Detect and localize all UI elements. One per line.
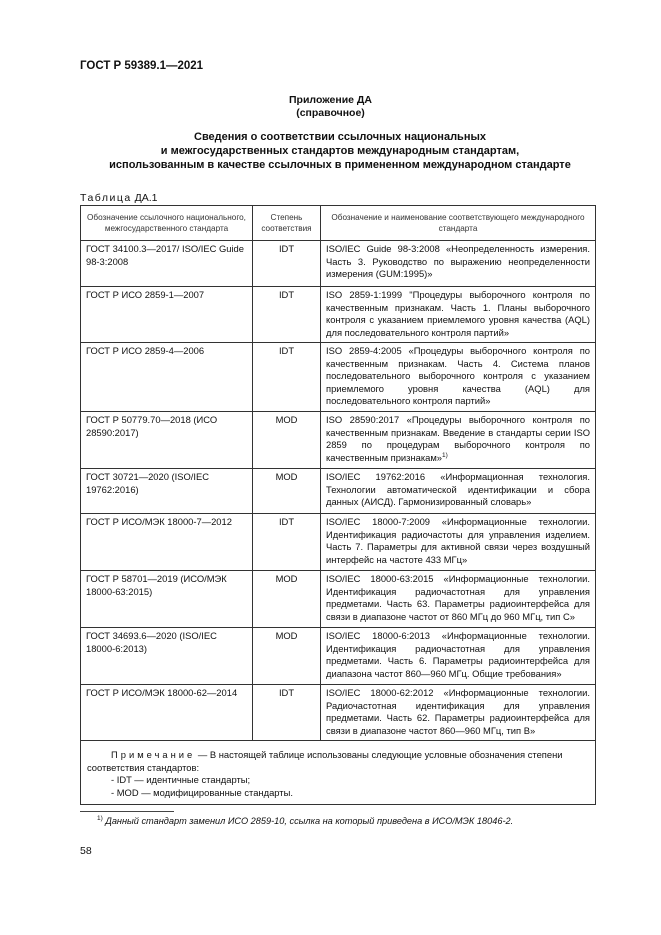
footnote-reference: 1) bbox=[442, 451, 448, 459]
national-standard-cell: ГОСТ 30721—2020 (ISO/IEC 19762:2016) bbox=[81, 469, 253, 514]
international-standard-text: ISO 28590:2017 «Процедуры выборочного контроля по качественным признакам. Введение в стандарты серии ISO 2859 по процедурам выборочного контроля по качественным признакам» bbox=[326, 414, 590, 463]
footnote-text: Данный стандарт заменил ИСО 2859-10, ссылка на который приведена в ИСО/МЭК 18046-2. bbox=[105, 816, 514, 826]
international-standard-cell: ISO/IEC 18000-62:2012 «Информационные технологии. Радиочастотная идентификация для управления предметами. Часть 62. Параметры радиоинтерфейса для связи в диапазоне частот 860—960 МГц, тип В» bbox=[321, 685, 596, 741]
table-note-row bbox=[81, 741, 596, 805]
national-standard-cell: ГОСТ Р ИСО/МЭК 18000-62—2014 bbox=[81, 685, 253, 741]
degree-cell: IDT bbox=[253, 287, 321, 343]
annex-subtitle: (справочное) bbox=[296, 107, 365, 119]
note-lead bbox=[87, 749, 589, 774]
column-header-international: Обозначение и наименование соответствующего международного стандарта bbox=[321, 206, 596, 241]
international-standard-cell: ISO/IEC 19762:2016 «Информационная технология. Технологии автоматической идентификации и сбора данных (АИСД). Гармонизированный словарь» bbox=[321, 469, 596, 514]
table-note bbox=[81, 741, 596, 805]
annex-heading bbox=[80, 130, 600, 173]
international-standard-cell: ISO/IEC 18000-7:2009 «Информационные технологии. Идентификация радиочастоты для управления изделием. Часть 7. Параметры для активной связи через воздушный интерфейс на частоте 433 МГц» bbox=[321, 514, 596, 571]
note-item: - IDT — идентичные стандарты; bbox=[111, 774, 251, 786]
column-header-degree: Степень соответствия bbox=[253, 206, 321, 241]
degree-cell: IDT bbox=[253, 685, 321, 741]
international-standard-cell bbox=[321, 412, 596, 469]
degree-cell: IDT bbox=[253, 514, 321, 571]
international-standard-cell: ISO/IEC 18000-63:2015 «Информационные технологии. Идентификация радиочастотная для управления предметами. Часть 63. Параметры радиоинтерфейса для связи в диапазоне частот от 860 МГц до 960 МГц, тип С» bbox=[321, 571, 596, 628]
international-standard-cell: ISO/IEC 18000-6:2013 «Информационные технологии. Идентификация радиочастотная для управления предметами. Часть 6. Параметры радиоинтерфейса для диапазона частот 860—960 МГц. Общие требования» bbox=[321, 628, 596, 685]
heading-line: и межгосударственных стандартов международным стандартам, bbox=[160, 145, 520, 158]
table-label bbox=[80, 192, 157, 204]
footnote-mark: 1) bbox=[97, 814, 103, 822]
table-row bbox=[81, 241, 596, 287]
national-standard-cell: ГОСТ Р ИСО 2859-1—2007 bbox=[81, 287, 253, 343]
national-standard-cell: ГОСТ Р ИСО/МЭК 18000-7—2012 bbox=[81, 514, 253, 571]
national-standard-cell: ГОСТ 34100.3—2017/ ISO/IEC Guide 98-3:2008 bbox=[81, 241, 253, 287]
footnote bbox=[97, 816, 513, 826]
international-standard-cell: ISO 2859-1:1999 "Процедуры выборочного контроля по качественным признакам. Часть 1. Планы выборочного контроля с указанием приемлемого уровня качества (AQL) для последовательного контроля партий» bbox=[321, 287, 596, 343]
table-row bbox=[81, 628, 596, 685]
table-label-word: Таблица bbox=[80, 192, 132, 204]
note-text: — В настоящей таблице использованы следующие условные обозначения степени соответствия стандартов: bbox=[87, 749, 563, 773]
national-standard-cell: ГОСТ Р ИСО 2859-4—2006 bbox=[81, 343, 253, 412]
national-standard-cell: ГОСТ 34693.6—2020 (ISO/IEC 18000-6:2013) bbox=[81, 628, 253, 685]
national-standard-cell: ГОСТ Р 58701—2019 (ИСО/МЭК 18000-63:2015) bbox=[81, 571, 253, 628]
document-code: ГОСТ Р 59389.1—2021 bbox=[80, 60, 204, 72]
correspondence-table bbox=[80, 205, 596, 805]
degree-cell: MOD bbox=[253, 628, 321, 685]
annex-header bbox=[0, 94, 661, 120]
heading-line: использованным в качестве ссылочных в примененном международном стандарте bbox=[109, 159, 571, 172]
international-standard-cell: ISO 2859-4:2005 «Процедуры выборочного контроля по качественным признакам. Часть 4. Система планов последовательного выборочного контроля с указанием приемлемого уровня качества (AQL) для последовательного контроля партий» bbox=[321, 343, 596, 412]
note-label: Примечание bbox=[111, 749, 196, 760]
note-item: - MOD — модифицированные стандарты. bbox=[111, 786, 293, 798]
degree-cell: IDT bbox=[253, 343, 321, 412]
degree-cell: MOD bbox=[253, 412, 321, 469]
annex-title: Приложение ДА bbox=[289, 94, 372, 106]
footnote-divider bbox=[80, 811, 174, 812]
national-standard-cell: ГОСТ Р 50779.70—2018 (ИСО 28590:2017) bbox=[81, 412, 253, 469]
international-standard-cell: ISO/IEC Guide 98-3:2008 «Неопределенность измерения. Часть 3. Руководство по выражению неопределенности измерения (GUM:1995)» bbox=[321, 241, 596, 287]
page-number: 58 bbox=[80, 845, 92, 857]
table-label-number: ДА.1 bbox=[131, 192, 158, 204]
degree-cell: MOD bbox=[253, 571, 321, 628]
degree-cell: MOD bbox=[253, 469, 321, 514]
degree-cell: IDT bbox=[253, 241, 321, 287]
table-row bbox=[81, 412, 596, 469]
column-header-standard: Обозначение ссылочного национального, межгосударственного стандарта bbox=[81, 206, 253, 241]
table-row bbox=[81, 571, 596, 628]
table-row bbox=[81, 469, 596, 514]
table-row bbox=[81, 343, 596, 412]
table-row bbox=[81, 514, 596, 571]
table-header-row bbox=[81, 206, 596, 241]
heading-line: Сведения о соответствии ссылочных национальных bbox=[194, 131, 486, 143]
table-row bbox=[81, 685, 596, 741]
table-row bbox=[81, 287, 596, 343]
